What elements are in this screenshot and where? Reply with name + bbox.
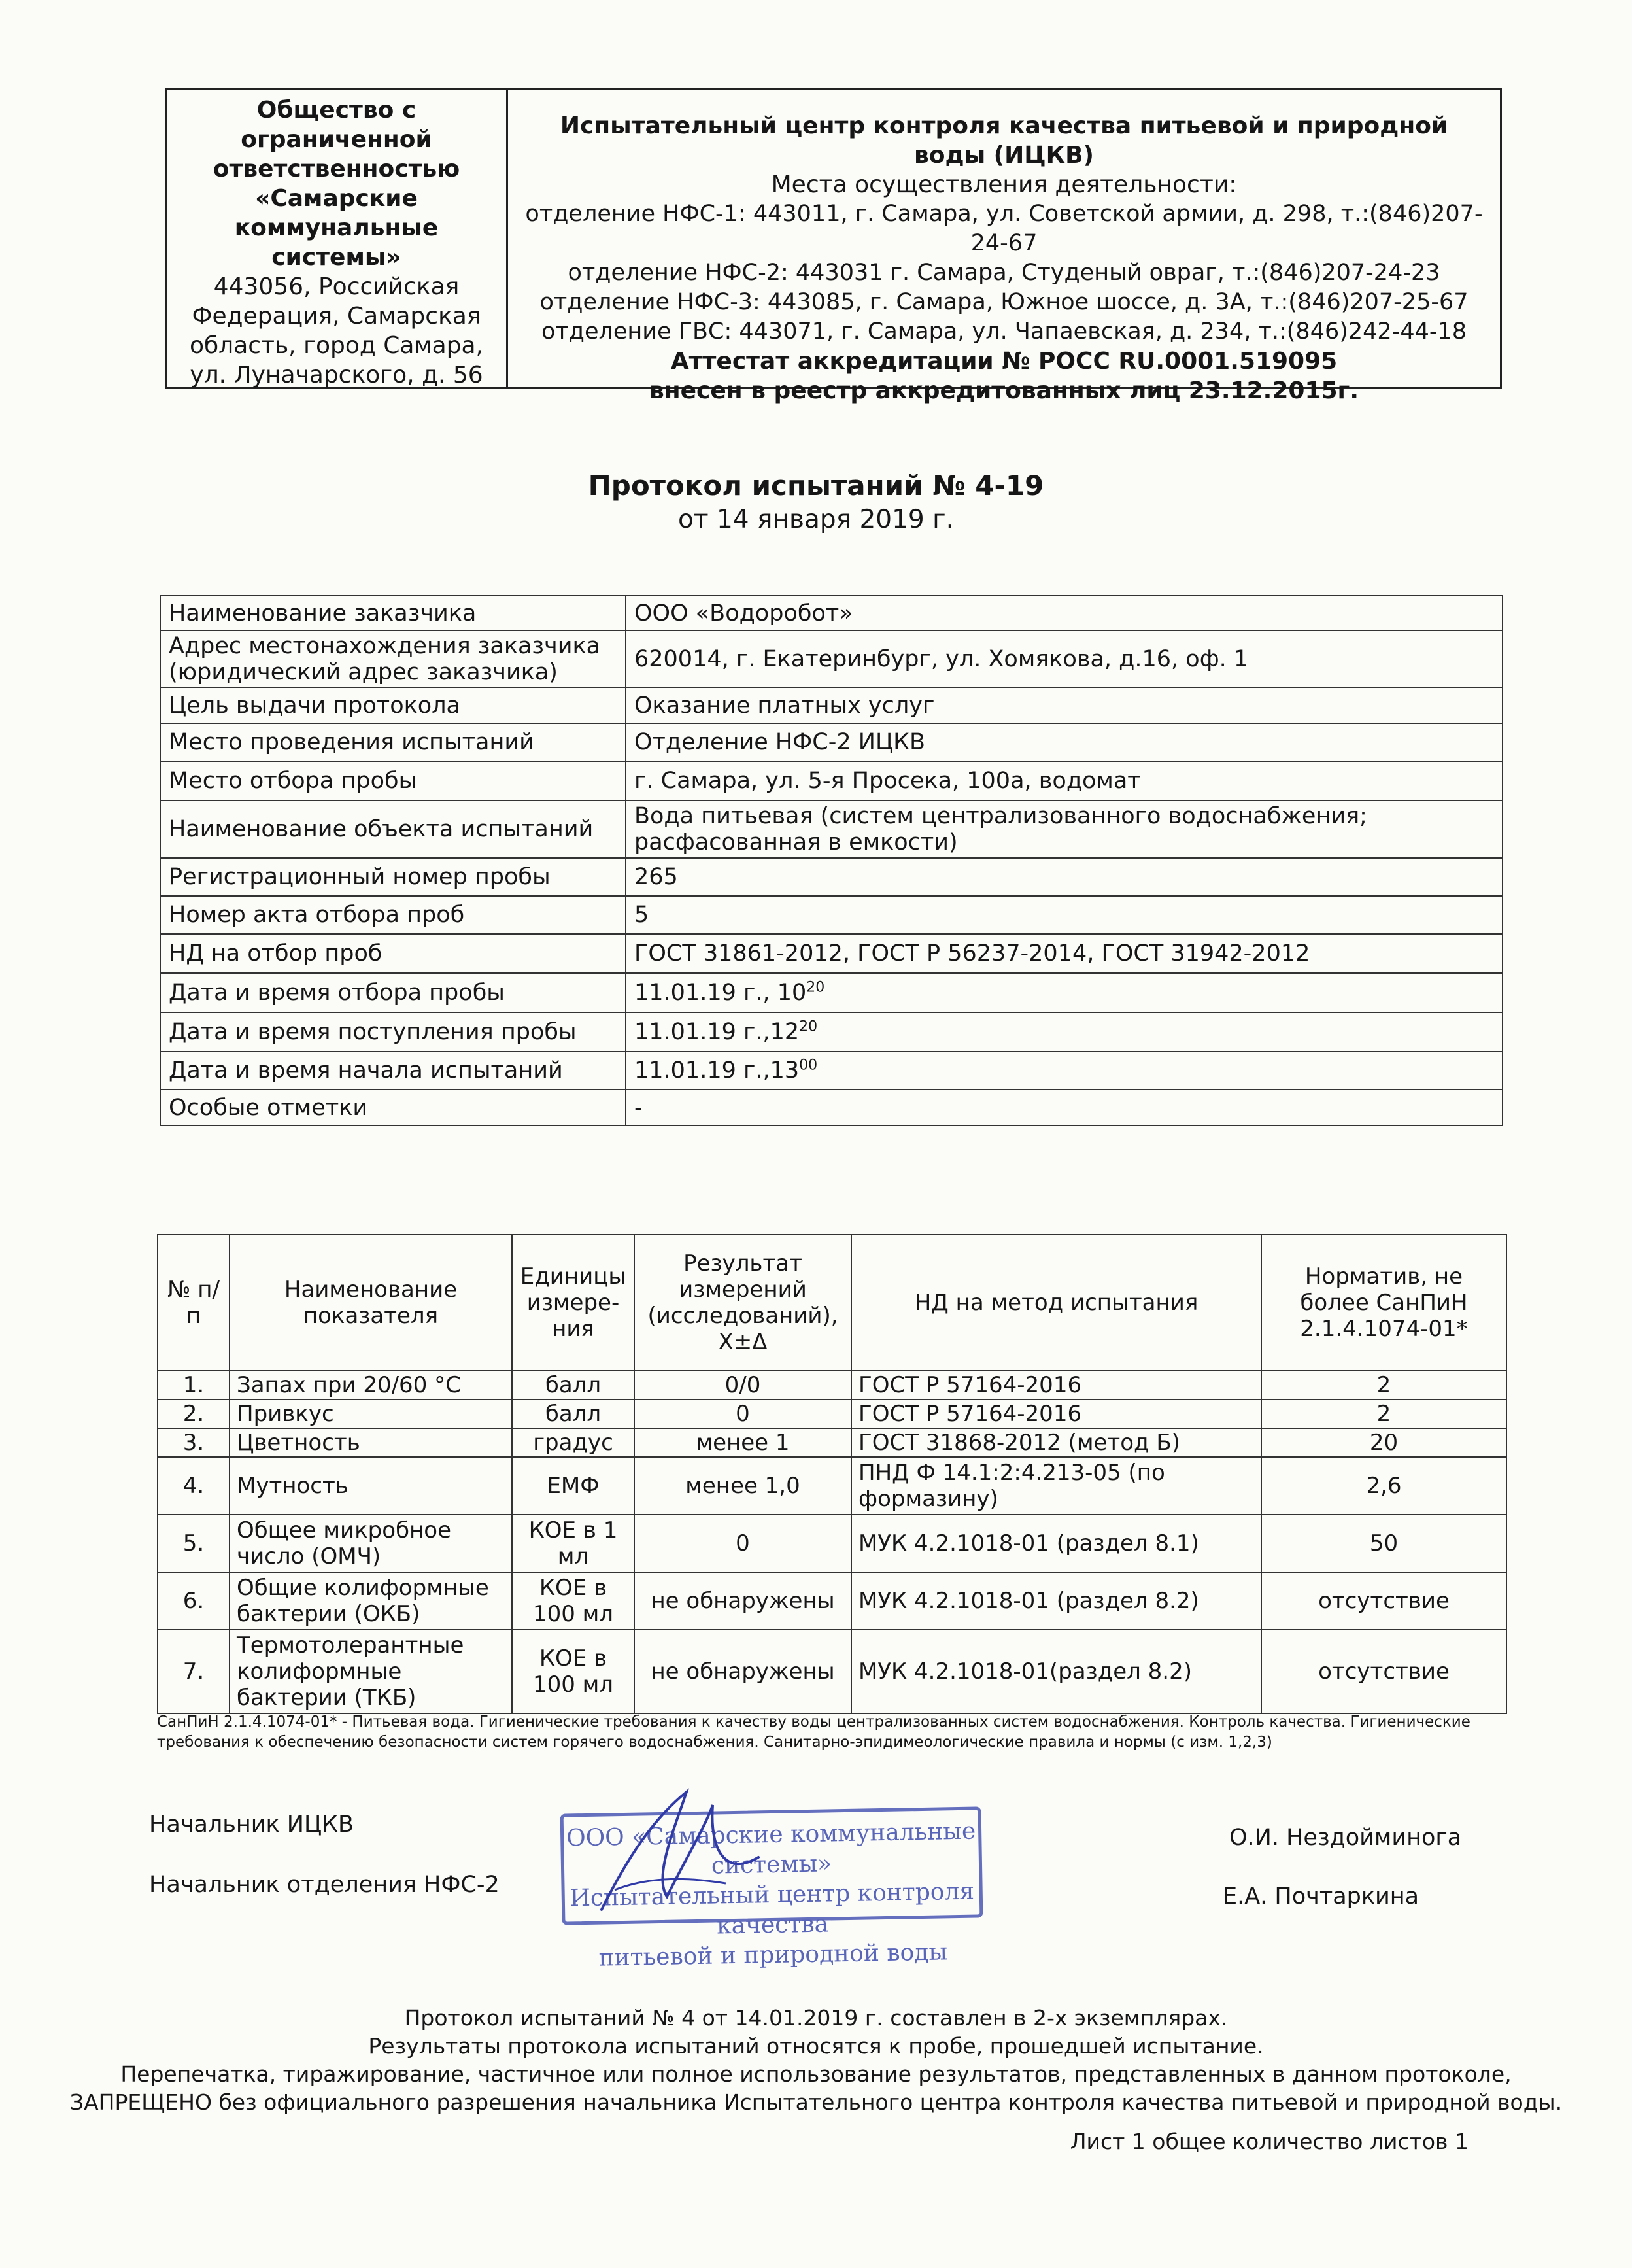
cell-num: 5. [158,1515,230,1572]
org-address-line: ул. Луначарского, д. 56 [190,362,483,388]
info-row [160,934,1503,973]
cell-num: 4. [158,1457,230,1515]
info-key: Место отбора пробы [160,761,626,800]
info-key: Адрес местонахождения заказчика (юридический адрес заказчика) [160,630,626,687]
cell-norm: отсутствие [1261,1630,1506,1713]
cell-method: ГОСТ Р 57164-2016 [851,1371,1261,1400]
cell-result: не обнаружены [634,1572,851,1630]
info-row [160,1052,1503,1090]
info-value: - [626,1090,1503,1125]
cell-result: не обнаружены [634,1630,851,1713]
cell-result: менее 1 [634,1428,851,1457]
info-key: Цель выдачи протокола [160,687,626,723]
cell-result: 0 [634,1515,851,1572]
cell-unit: балл [512,1400,634,1428]
info-value: г. Самара, ул. 5-я Просека, 100а, водомат [626,761,1503,800]
info-row [160,1012,1503,1052]
cell-norm: 2 [1261,1400,1506,1428]
cell-method: МУК 4.2.1018-01 (раздел 8.2) [851,1572,1261,1630]
department-line: отделение НФС-3: 443085, г. Самара, Южное шоссе, д. 3А, т.:(846)207-25-67 [539,289,1469,315]
table-row [158,1572,1506,1630]
organization-block [167,90,508,387]
center-title-line: Испытательный центр контроля качества питьевой и природной [560,112,1448,139]
org-name-line: Общество с [256,97,416,124]
info-value: 265 [626,858,1503,896]
department-line: отделение НФС-1: 443011, г. Самара, ул. Советской армии, д. 298, т.:(846)207-24-67 [525,201,1483,256]
header-box [165,88,1502,404]
center-title-line: воды (ИЦКВ) [914,142,1094,169]
stamp-line: ООО «Самарские коммунальные системы» [566,1817,976,1880]
bottom-line: Протокол испытаний № 4 от 14.01.2019 г. составлен в 2-х экземплярах. [404,2005,1228,2031]
info-table [160,595,1503,1126]
stamp-line: питьевой и природной воды [598,1938,948,1972]
cell-name: Общие колиформные бактерии (ОКБ) [230,1572,512,1630]
protocol-date: от 14 января 2019 г. [678,505,954,534]
info-value: 620014, г. Екатеринбург, ул. Хомякова, д.16, оф. 1 [626,630,1503,687]
cell-norm: 2 [1261,1371,1506,1400]
cell-norm: 20 [1261,1428,1506,1457]
info-row [160,973,1503,1012]
info-key: Дата и время начала испытаний [160,1052,626,1090]
sheet-counter: Лист 1 общее количество листов 1 [1070,2129,1469,2154]
info-row [160,1090,1503,1125]
info-value [626,1052,1503,1090]
cell-unit: ЕМФ [512,1457,634,1515]
col-result-header: Результат измерений (исследований), X±Δ [634,1235,851,1371]
info-value: Отделение НФС-2 ИЦКВ [626,723,1503,761]
org-address-line: область, город Самара, [189,332,484,359]
department-line: отделение НФС-2: 443031 г. Самара, Студеный овраг, т.:(846)207-24-23 [568,260,1440,286]
col-name-header: Наименование показателя [230,1235,512,1371]
info-value: ГОСТ 31861-2012, ГОСТ Р 56237-2014, ГОСТ 31942-2012 [626,934,1503,973]
info-value: Оказание платных услуг [626,687,1503,723]
table-row [158,1515,1506,1572]
accreditation-line: внесен в реестр аккредитованных лиц 23.12.2015г. [649,377,1359,404]
results-header-row [158,1235,1506,1371]
org-name-line: ограниченной [241,126,432,153]
signature-role: Начальник отделения НФС-2 [149,1872,500,1898]
info-value: Вода питьевая (систем централизованного водоснабжения; расфасованная в емкости) [626,800,1503,858]
cell-method: МУК 4.2.1018-01 (раздел 8.1) [851,1515,1261,1572]
info-key: Наименование объекта испытаний [160,800,626,858]
table-row [158,1428,1506,1457]
cell-method: ГОСТ Р 57164-2016 [851,1400,1261,1428]
cell-num: 2. [158,1400,230,1428]
org-name-line: коммунальные [234,215,439,241]
signature-role: Начальник ИЦКВ [149,1812,354,1838]
info-value-sup: 20 [806,979,825,996]
department-line: отделение ГВС: 443071, г. Самара, ул. Чапаевская, д. 234, т.:(846)242-44-18 [541,318,1467,345]
info-value-text: 11.01.19 г.,13 [634,1057,800,1084]
org-address-line: Федерация, Самарская [192,303,481,330]
cell-method: ПНД Ф 14.1:2:4.213-05 (по формазину) [851,1457,1261,1515]
cell-num: 1. [158,1371,230,1400]
cell-name: Термотолерантные колиформные бактерии (ТКБ) [230,1630,512,1713]
org-name-line: ответственностью [212,156,460,182]
info-key: Наименование заказчика [160,596,626,630]
cell-result: 0 [634,1400,851,1428]
bottom-line: Результаты протокола испытаний относятся к пробе, прошедшей испытание. [368,2033,1264,2059]
cell-unit: КОЕ в 1 мл [512,1515,634,1572]
bottom-notes [0,2004,1632,2116]
protocol-title: Протокол испытаний № 4-19 [588,470,1044,502]
org-name-line: системы» [271,244,401,271]
results-table [157,1234,1507,1714]
info-key: Номер акта отбора проб [160,896,626,934]
center-block [508,90,1500,404]
table-row [158,1400,1506,1428]
info-value-text: 11.01.19 г., 10 [634,980,807,1006]
cell-name: Цветность [230,1428,512,1457]
info-value: 5 [626,896,1503,934]
handwritten-signature [575,1779,772,1929]
cell-result: менее 1,0 [634,1457,851,1515]
info-value-sup: 00 [799,1057,818,1074]
cell-name: Запах при 20/60 °С [230,1371,512,1400]
table-row [158,1371,1506,1400]
cell-name: Мутность [230,1457,512,1515]
cell-method: ГОСТ 31868-2012 (метод Б) [851,1428,1261,1457]
org-address-line: 443056, Российская [213,273,460,300]
cell-norm: отсутствие [1261,1572,1506,1630]
info-row [160,858,1503,896]
cell-name: Общее микробное число (ОМЧ) [230,1515,512,1572]
cell-name: Привкус [230,1400,512,1428]
info-value-sup: 20 [799,1018,818,1035]
cell-unit: градус [512,1428,634,1457]
info-value-text: 11.01.19 г.,12 [634,1019,800,1045]
info-key: Дата и время отбора пробы [160,973,626,1012]
footnote: СанПиН 2.1.4.1074-01* - Питьевая вода. Гигиенические требования к качеству воды централизованных систем водоснабжения. Контроль качества. Гигиенические требования к обеспечению безопасности систем горячего водоснабжения. Санитарно-эпидимеологические правила и нормы (с изм. 1,2,3) [157,1713,1470,1751]
info-key: Регистрационный номер пробы [160,858,626,896]
cell-norm: 50 [1261,1515,1506,1572]
table-row [158,1630,1506,1713]
signature-name: О.И. Нездойминога [1229,1825,1462,1851]
info-key: НД на отбор проб [160,934,626,973]
cell-num: 7. [158,1630,230,1713]
cell-unit: балл [512,1371,634,1400]
info-key: Особые отметки [160,1090,626,1125]
info-row [160,761,1503,800]
col-num-header: № п/п [158,1235,230,1371]
cell-unit: КОЕ в 100 мл [512,1572,634,1630]
info-row [160,630,1503,687]
stamp-line: Испытательный центр контроля качества [570,1878,975,1940]
places-label: Места осуществления деятельности: [771,171,1237,198]
org-name-line: «Самарские [255,185,418,212]
signature-name: Е.А. Почтаркина [1223,1883,1420,1910]
cell-norm: 2,6 [1261,1457,1506,1515]
info-row [160,687,1503,723]
info-key: Дата и время поступления пробы [160,1012,626,1052]
cell-num: 6. [158,1572,230,1630]
info-value [626,1012,1503,1052]
info-row [160,800,1503,858]
accreditation-line: Аттестат аккредитации № РОСС RU.0001.519095 [670,348,1338,375]
col-unit-header: Единицы измере-ния [512,1235,634,1371]
table-row [158,1457,1506,1515]
info-value: ООО «Водоробот» [626,596,1503,630]
cell-method: МУК 4.2.1018-01(раздел 8.2) [851,1630,1261,1713]
cell-unit: КОЕ в 100 мл [512,1630,634,1713]
info-value [626,973,1503,1012]
bottom-line: Перепечатка, тиражирование, частичное или полное использование результатов, представленных в данном протоколе, [120,2061,1512,2087]
info-row [160,723,1503,761]
info-row [160,896,1503,934]
col-method-header: НД на метод испытания [851,1235,1261,1371]
bottom-line: ЗАПРЕЩЕНО без официального разрешения начальника Испытательного центра контроля качества питьевой и природной воды. [69,2089,1563,2115]
cell-num: 3. [158,1428,230,1457]
cell-result: 0/0 [634,1371,851,1400]
info-row [160,596,1503,630]
col-norm-header: Норматив, не более СанПиН 2.1.4.1074-01* [1261,1235,1506,1371]
info-key: Место проведения испытаний [160,723,626,761]
